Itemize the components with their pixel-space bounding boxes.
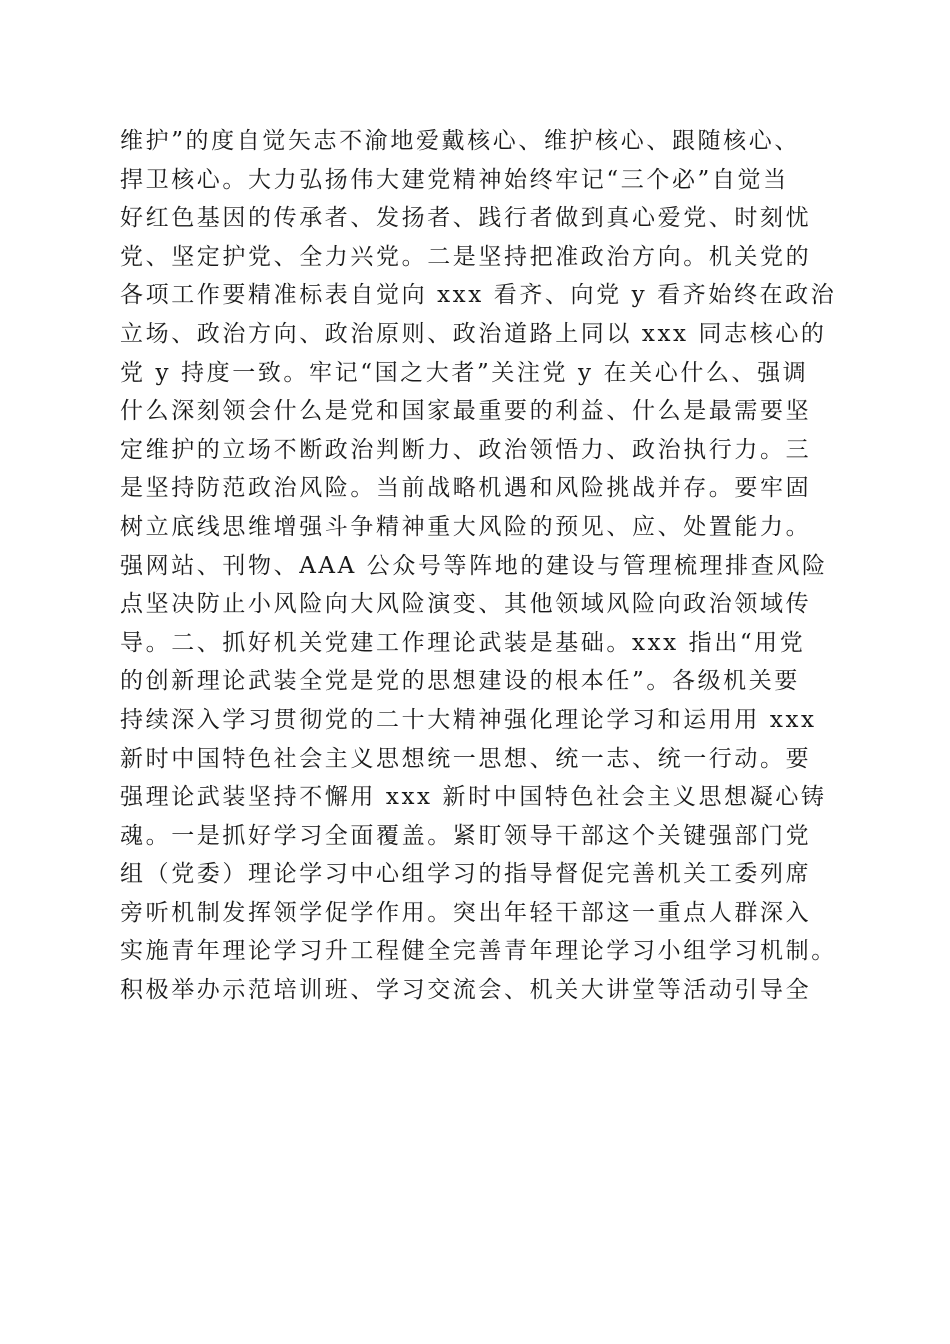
text-line-17: 新时中国特色社会主义思想统一思想、统一志、统一行动。要	[120, 745, 812, 772]
text-line-12: 强网站、刊物、AAA 公众号等阵地的建设与管理梳理排查风险	[120, 552, 828, 579]
text-line-19: 魂。一是抓好学习全面覆盖。紧盯领导干部这个关键强部门党	[120, 822, 812, 849]
text-line-6: 立场、政治方向、政治原则、政治道路上同以 xxx 同志核心的	[120, 320, 827, 347]
text-line-18: 强理论武装坚持不懈用 xxx 新时中国特色社会主义思想凝心铸	[120, 784, 827, 811]
text-line-7: 党 y 持度一致。牢记“国之大者”关注党 y 在关心什么、强调	[120, 359, 809, 386]
text-line-3: 好红色基因的传承者、发扬者、践行者做到真心爱党、时刻忧	[120, 205, 812, 232]
text-line-2: 捍卫核心。大力弘扬伟大建党精神始终牢记“三个必”自觉当	[120, 166, 789, 193]
text-line-5: 各项工作要精准标表自觉向 xxx 看齐、向党 y 看齐始终在政治	[120, 282, 837, 309]
text-line-13: 点坚决防止小风险向大风险演变、其他领域风险向政治领域传	[120, 591, 812, 618]
text-line-9: 定维护的立场不断政治判断力、政治领悟力、政治执行力。三	[120, 436, 812, 463]
text-line-14: 导。二、抓好机关党建工作理论武装是基础。xxx 指出“用党	[120, 629, 806, 656]
text-line-8: 什么深刻领会什么是党和国家最重要的利益、什么是最需要坚	[120, 398, 812, 425]
text-line-4: 党、坚定护党、全力兴党。二是坚持把准政治方向。机关党的	[120, 243, 812, 270]
text-line-11: 树立底线思维增强斗争精神重大风险的预见、应、处置能力。	[120, 513, 812, 540]
text-line-21: 旁听机制发挥领学促学作用。突出年轻干部这一重点人群深入	[120, 899, 812, 926]
text-line-15: 的创新理论武装全党是党的思想建设的根本任”。各级机关要	[120, 668, 800, 695]
text-line-1: 维护”的度自觉矢志不渝地爱戴核心、维护核心、跟随核心、	[120, 128, 800, 154]
text-line-10: 是坚持防范政治风险。当前战略机遇和风险挑战并存。要牢固	[120, 475, 812, 502]
body-text	[120, 122, 840, 1010]
text-line-16: 持续深入学习贯彻党的二十大精神强化理论学习和运用用 xxx	[120, 706, 817, 733]
text-line-23: 积极举办示范培训班、学习交流会、机关大讲堂等活动引导全	[120, 977, 812, 1004]
text-line-20: 组（党委）理论学习中心组学习的指导督促完善机关工委列席	[120, 861, 812, 888]
text-line-22: 实施青年理论学习升工程健全完善青年理论学习小组学习机制。	[120, 938, 837, 965]
